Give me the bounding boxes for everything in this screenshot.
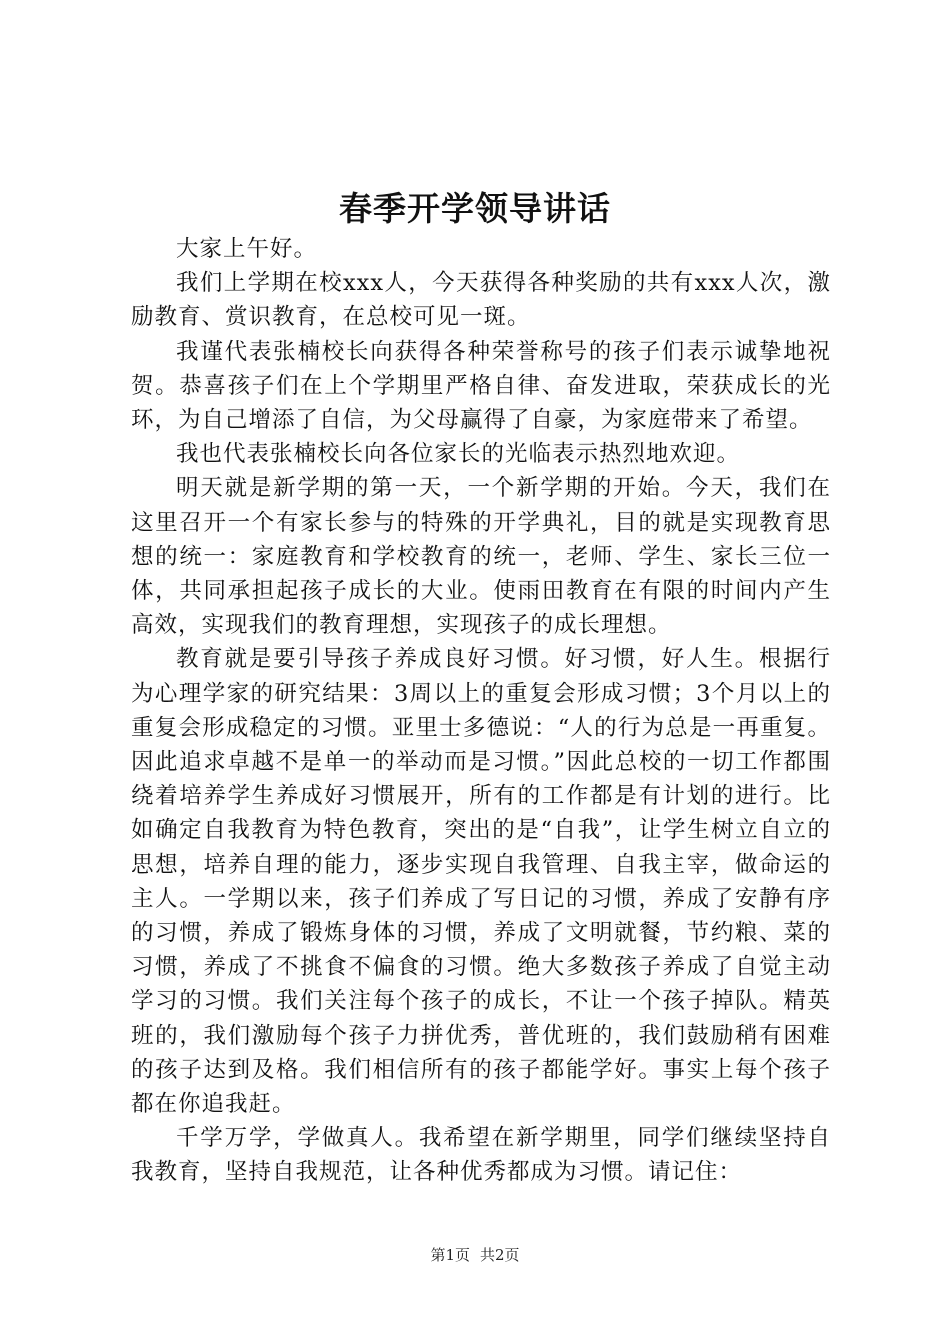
- paragraph-welcome-parents: 我也代表张楠校长向各位家长的光临表示热烈地欢迎。: [176, 441, 741, 468]
- document-title: 春季开学领导讲话: [339, 189, 611, 228]
- paragraph-good-habits: 教育就是要引导孩子养成良好习惯。好习惯，好人生。根据行为心理学家的研究结果：3周以上的重复会形成习惯；3个月以上的重复会形成稳定的习惯。亚里士多德说：“人的行为总是一再重复。因此追求卓越不是单一的举动而是习惯。”因此总校的一切工作都围绕着培养学生养成好习惯展开，所有的工作都是有计划的进行。比如确定自我教育为特色教育，突出的是“自我”，让学生树立自立的思想，培养自理的能力，逐步实现自我管理、自我主宰，做命运的主人。一学期以来，孩子们养成了写日记的习惯，养成了安静有序的习惯，养成了锻炼身体的习惯，养成了文明就餐，节约粮、菜的习惯，养成了不挑食不偏食的习惯。绝大多数孩子养成了自觉主动学习的习惯。我们关注每个孩子的成长，不让一个孩子掉队。精英班的，我们激励每个孩子力拼优秀，普优班的，我们鼓励稍有困难的孩子达到及格。我们相信所有的孩子都能学好。事实上每个孩子都在你追我赶。: [131, 646, 831, 1118]
- document-body: [131, 232, 831, 1190]
- paragraph-congratulations: 我谨代表张楠校长向获得各种荣誉称号的孩子们表示诚挚地祝贺。恭喜孩子们在上个学期里严格自律、奋发进取，荣获成长的光环，为自己增添了自信，为父母赢得了自豪，为家庭带来了希望。: [131, 338, 831, 434]
- page-footer: [0, 1245, 950, 1265]
- paragraph-awards: 我们上学期在校xxx人，今天获得各种奖励的共有xxx人次，激励教育、赏识教育，在总校可见一斑。: [131, 270, 831, 331]
- page-number-current: 第1页: [430, 1246, 470, 1264]
- paragraph-learn-to-be-true: 千学万学，学做真人。我希望在新学期里，同学们继续坚持自我教育，坚持自我规范，让各种优秀都成为习惯。请记住：: [131, 1125, 831, 1186]
- paragraph-new-semester: 明天就是新学期的第一天，一个新学期的开始。今天，我们在这里召开一个有家长参与的特殊的开学典礼，目的就是实现教育思想的统一：家庭教育和学校教育的统一，老师、学生、家长三位一体，共同承担起孩子成长的大业。使雨田教育在有限的时间内产生高效，实现我们的教育理想，实现孩子的成长理想。: [131, 475, 831, 639]
- paragraph-greeting: 大家上午好。: [176, 236, 318, 262]
- page-number-total: 共2页: [480, 1246, 520, 1264]
